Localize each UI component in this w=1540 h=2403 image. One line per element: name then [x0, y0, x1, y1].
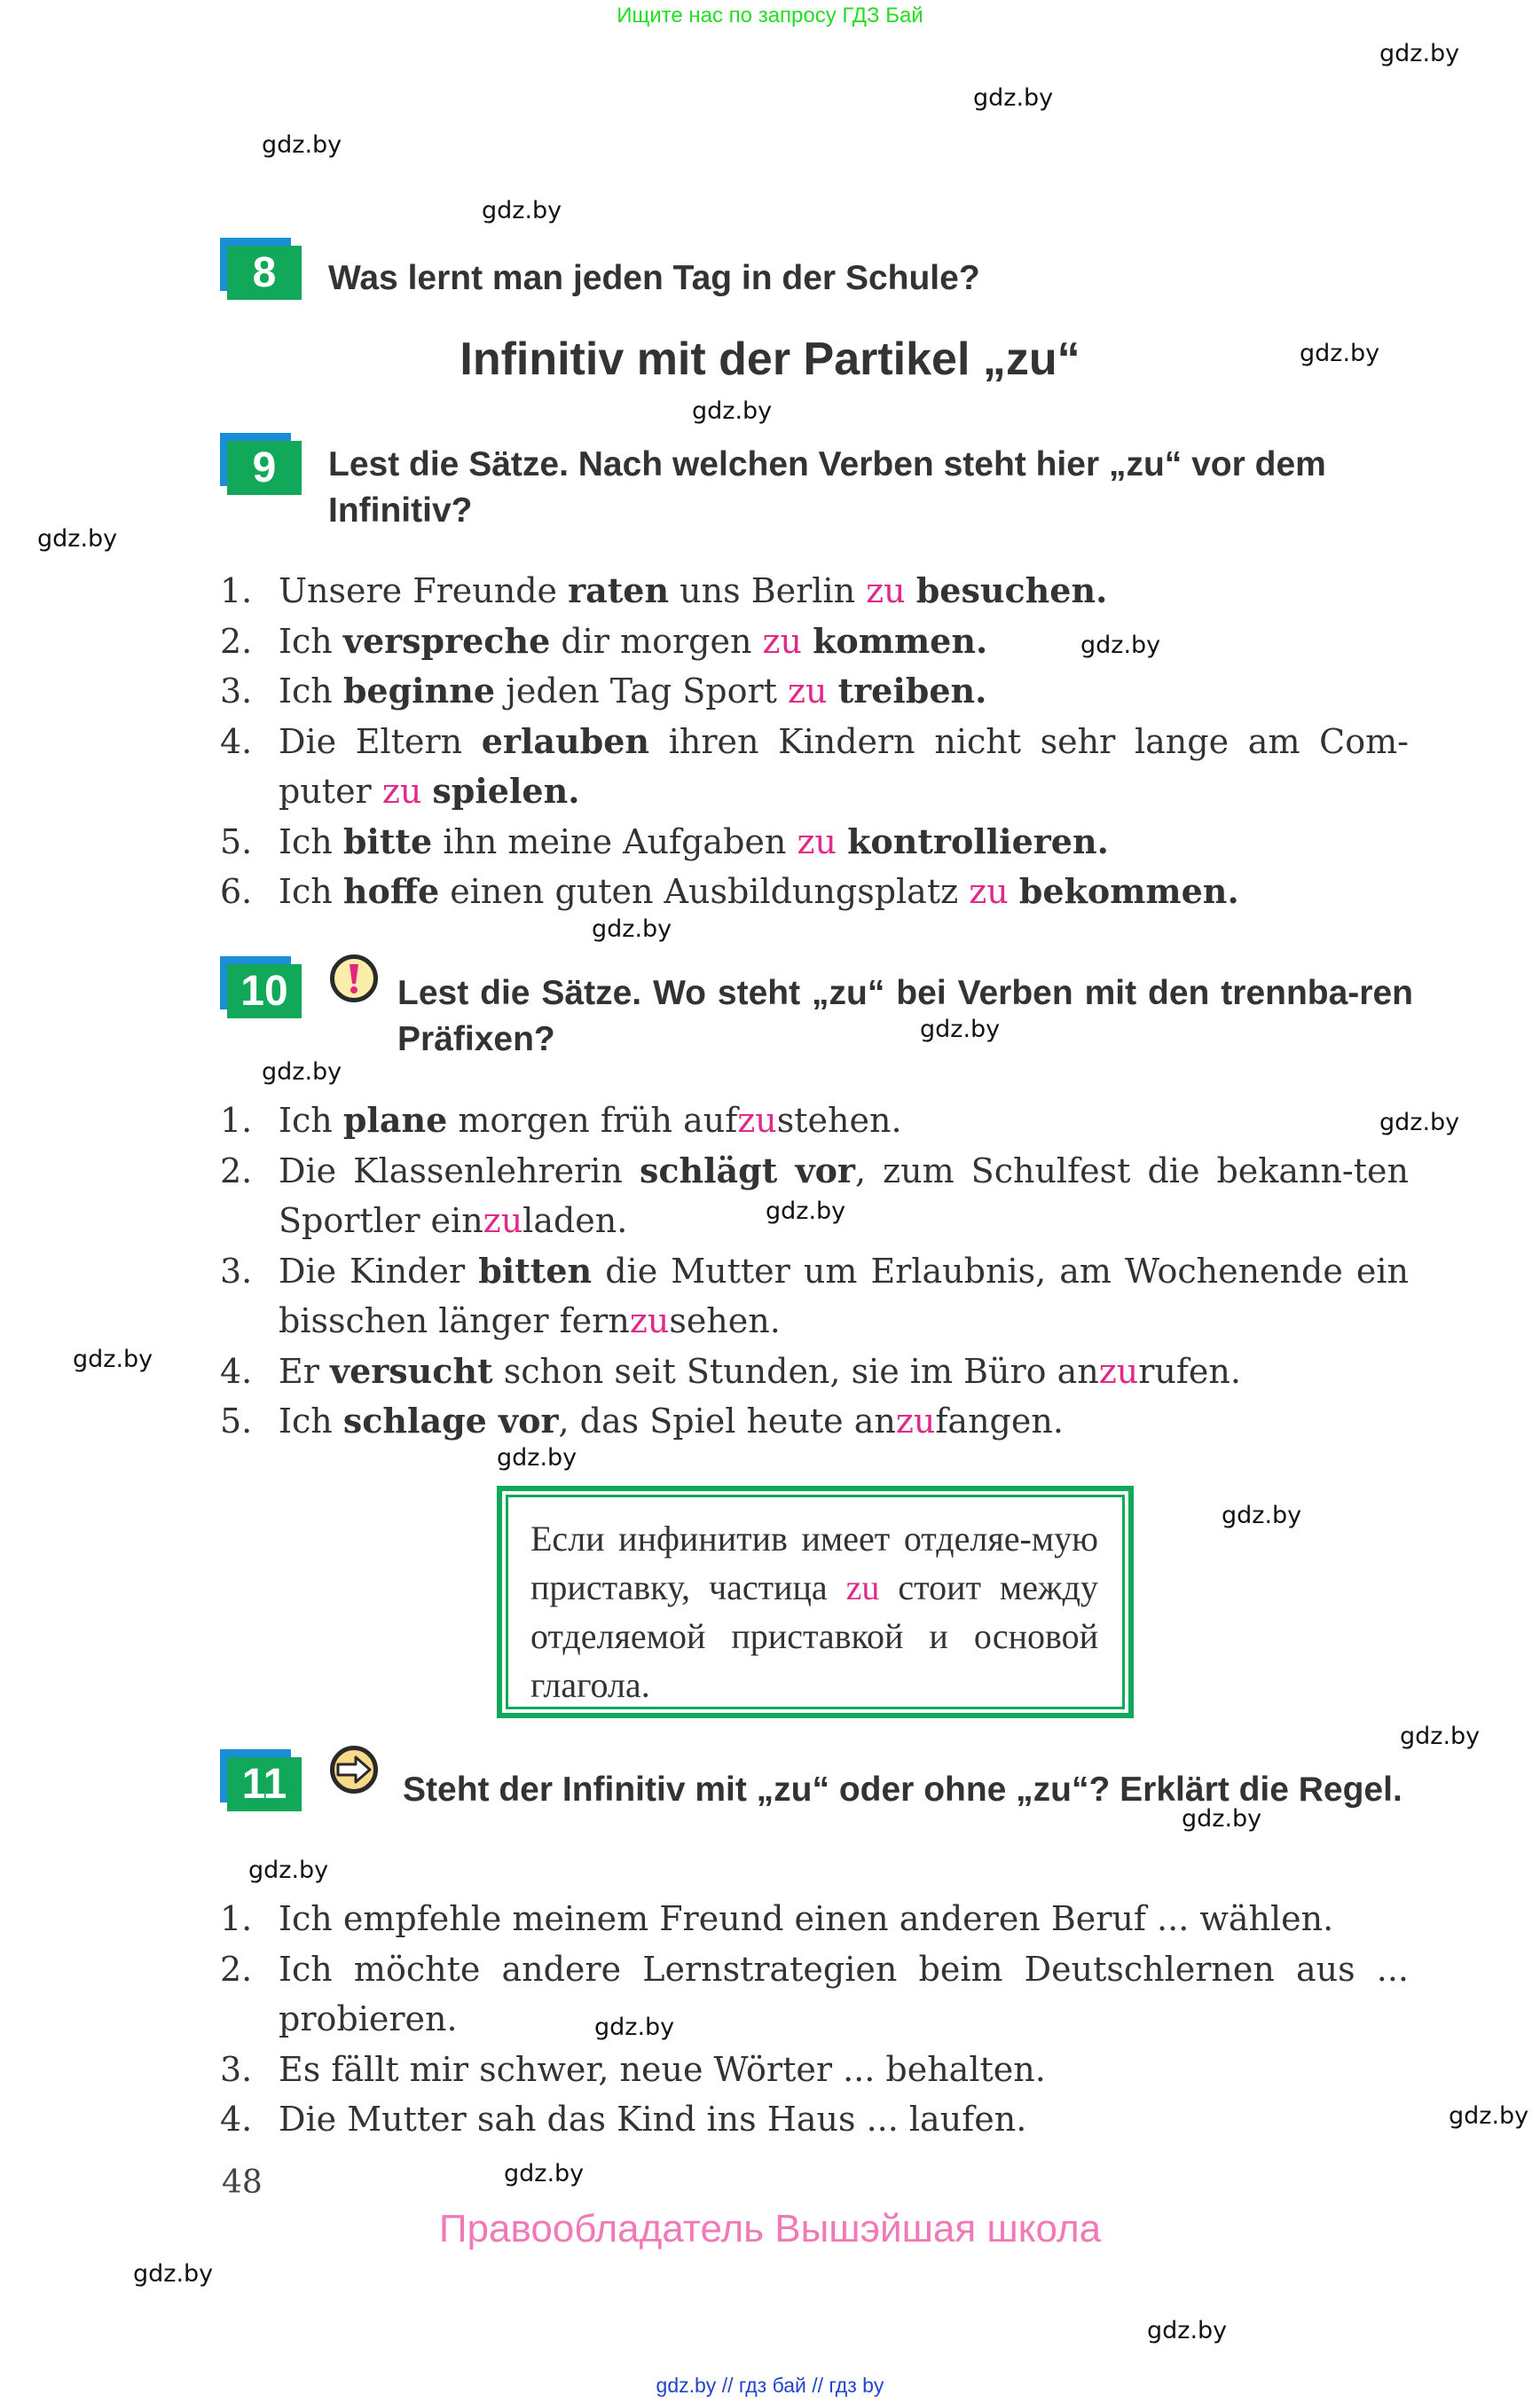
text-fragment: sehen.	[669, 1301, 781, 1340]
particle-zu: zu	[895, 1402, 936, 1441]
exercise-9-list	[220, 566, 1409, 917]
list-item	[220, 867, 1409, 917]
particle-zu: zu	[969, 872, 1009, 911]
text-fragment: schon seit Stunden, sie im Büro an	[492, 1351, 1099, 1391]
item-number: 3.	[220, 671, 253, 711]
item-number: 5.	[220, 1402, 253, 1441]
exercise-number: 8	[227, 246, 302, 300]
particle-zu: zu	[845, 1567, 880, 1607]
list-item	[220, 616, 1409, 667]
verb-bold: plane	[342, 1100, 448, 1140]
item-number: 3.	[220, 1251, 253, 1291]
particle-zu: zu	[787, 671, 828, 711]
watermark: gdz.by	[1080, 632, 1161, 659]
watermark: gdz.by	[37, 525, 118, 553]
item-number: 2.	[220, 621, 253, 661]
list-item	[220, 1396, 1409, 1447]
watermark: gdz.by	[262, 1058, 342, 1086]
text-fragment: jeden Tag Sport	[495, 671, 788, 711]
item-number: 1.	[220, 1899, 253, 1938]
text-fragment	[802, 622, 813, 661]
particle-zu: zu	[1098, 1351, 1139, 1391]
text-fragment: Если инфинитив имеет отделяе-мую приставку, частица	[530, 1519, 1098, 1607]
text-fragment: einen guten Ausbildungsplatz	[439, 872, 970, 911]
text-fragment	[827, 671, 837, 711]
verb-bold: schlägt vor	[639, 1150, 855, 1190]
verb-bold: bitten	[478, 1250, 593, 1291]
text-fragment	[1009, 872, 1019, 911]
text-fragment: Ich	[279, 1101, 343, 1140]
footer-links[interactable]: gdz.by // гдз бай // гдз by	[656, 2374, 884, 2397]
exercise-number: 10	[227, 964, 302, 1018]
particle-zu: zu	[629, 1301, 670, 1340]
section-title: Infinitiv mit der Partikel „zu“	[460, 334, 1080, 385]
list-item	[220, 1095, 1409, 1146]
list-item	[220, 1894, 1409, 1944]
text-fragment: die Mutter um Erlaubnis, am Wochenende ein bisschen länger fern	[279, 1251, 1409, 1340]
text-fragment	[906, 571, 916, 610]
text-fragment: Ich	[279, 821, 343, 861]
text-fragment: stehen.	[776, 1101, 902, 1140]
text-fragment: Ich	[279, 1402, 343, 1441]
text-fragment: Die Eltern	[279, 721, 482, 761]
exercise-11-list	[220, 1894, 1409, 2145]
watermark: gdz.by	[766, 1198, 846, 1225]
text-fragment: Die Mutter sah das Kind ins Haus ... laufen.	[279, 2100, 1027, 2139]
exercise-9-instruction: Lest die Sätze. Nach welchen Verben steht hier „zu“ vor dem Infinitiv?	[328, 445, 1326, 530]
text-fragment	[837, 822, 847, 861]
search-banner: Ищите нас по запросу ГДЗ Бай	[617, 4, 923, 27]
exercise-8-instruction: Was lernt man jeden Tag in der Schule?	[328, 259, 980, 297]
particle-zu: zu	[737, 1101, 777, 1140]
exercise-number: 9	[227, 441, 302, 495]
verb-bold: bitte	[342, 821, 433, 861]
watermark: gdz.by	[1379, 40, 1460, 67]
text-fragment: , das Spiel heute an	[558, 1402, 896, 1441]
watermark: gdz.by	[1379, 1109, 1460, 1136]
item-number: 1.	[220, 1101, 253, 1140]
text-fragment: uns Berlin	[669, 571, 867, 610]
text-fragment: ihn meine Aufgaben	[432, 821, 798, 861]
list-item	[220, 666, 1409, 717]
text-fragment: Die Klassenlehrerin	[279, 1150, 640, 1190]
verb-bold: treiben.	[837, 671, 987, 711]
verb-bold: erlauben	[481, 720, 650, 761]
particle-zu: zu	[483, 1201, 523, 1240]
text-fragment: , zum Schulfest die bekann-ten Sportler ein	[279, 1150, 1409, 1240]
list-item	[220, 717, 1409, 817]
text-fragment: Ich	[279, 671, 343, 711]
list-item	[220, 1246, 1409, 1347]
arrow-right-icon	[330, 1746, 378, 1794]
watermark: gdz.by	[1449, 2102, 1529, 2130]
text-fragment: Ich möchte andere Lernstrategien beim Deutschlernen aus ... probieren.	[279, 1949, 1409, 2038]
watermark: gdz.by	[594, 2014, 675, 2041]
exercise-10-list	[220, 1095, 1409, 1447]
text-fragment: стоит между отделяемой приставкой и основой глагола.	[530, 1567, 1098, 1705]
exercise-10-instruction: Lest die Sätze. Wo steht „zu“ bei Verben mit den trennba-ren Präfixen?	[397, 974, 1413, 1058]
text-fragment: morgen früh auf	[447, 1101, 738, 1140]
text-fragment: Die Kinder	[279, 1251, 479, 1291]
text-fragment: Er	[279, 1351, 330, 1391]
watermark: gdz.by	[1300, 340, 1380, 367]
watermark: gdz.by	[73, 1346, 153, 1373]
item-number: 5.	[220, 821, 253, 861]
item-number: 2.	[220, 1150, 253, 1190]
watermark: gdz.by	[1400, 1723, 1481, 1750]
exercise-9-badge	[220, 433, 302, 495]
watermark: gdz.by	[592, 915, 672, 943]
list-item	[220, 817, 1409, 868]
list-item	[220, 1347, 1409, 1397]
list-item	[220, 566, 1409, 616]
verb-bold: raten	[568, 570, 670, 610]
watermark: gdz.by	[1182, 1805, 1262, 1833]
verb-bold: beginne	[342, 671, 496, 711]
text-fragment: fangen.	[935, 1402, 1064, 1441]
page-number: 48	[222, 2164, 263, 2201]
item-number: 4.	[220, 721, 253, 761]
text-fragment: Unsere Freunde	[279, 571, 569, 610]
item-number: 1.	[220, 571, 253, 610]
verb-bold: hoffe	[342, 871, 440, 911]
watermark: gdz.by	[248, 1857, 329, 1884]
text-fragment	[421, 772, 432, 811]
item-number: 3.	[220, 2049, 253, 2089]
watermark: gdz.by	[920, 1016, 1001, 1043]
text-fragment: Ich empfehle meinem Freund einen anderen Beruf ... wählen.	[279, 1899, 1334, 1938]
watermark: gdz.by	[504, 2160, 585, 2187]
exclamation-icon	[330, 954, 378, 1002]
text-fragment: ihren Kindern nicht sehr lange am Com-puter	[279, 721, 1409, 811]
exercise-number: 11	[227, 1757, 302, 1811]
text-fragment: rufen.	[1138, 1351, 1241, 1391]
verb-bold: kommen.	[813, 620, 988, 661]
exercise-11-instruction: Steht der Infinitiv mit „zu“ oder ohne „zu“? Erklärt die Regel.	[403, 1771, 1402, 1809]
list-item	[220, 2045, 1409, 2095]
verb-bold: schlage vor	[342, 1401, 559, 1441]
text-fragment: laden.	[522, 1201, 628, 1240]
exercise-8-badge	[220, 238, 302, 300]
verb-bold: kontrollieren.	[847, 821, 1109, 861]
rule-text	[530, 1514, 1098, 1709]
watermark: gdz.by	[692, 397, 773, 425]
text-fragment: Ich	[279, 621, 343, 661]
particle-zu: zu	[381, 772, 422, 811]
verb-bold: versucht	[329, 1350, 493, 1391]
verb-bold: besuchen.	[915, 570, 1108, 610]
text-fragment: Ich	[279, 872, 343, 911]
item-number: 6.	[220, 872, 253, 911]
item-number: 4.	[220, 1351, 253, 1391]
verb-bold: spielen.	[432, 771, 580, 811]
watermark: gdz.by	[133, 2260, 214, 2288]
watermark: gdz.by	[497, 1444, 578, 1472]
watermark: gdz.by	[973, 84, 1054, 112]
list-item	[220, 1944, 1409, 2045]
particle-zu: zu	[797, 821, 837, 861]
watermark: gdz.by	[262, 131, 342, 159]
text-fragment: Es fällt mir schwer, neue Wörter ... behalten.	[279, 2049, 1046, 2089]
verb-bold: verspreche	[342, 620, 551, 661]
list-item	[220, 1146, 1409, 1246]
list-item	[220, 2094, 1409, 2145]
rule-box	[497, 1486, 1134, 1718]
item-number: 2.	[220, 1949, 253, 1989]
verb-bold: bekommen.	[1018, 871, 1239, 911]
watermark: gdz.by	[482, 197, 562, 224]
exercise-11-badge	[220, 1749, 302, 1811]
exercise-10-badge	[220, 956, 302, 1018]
copyright-notice: Правообладатель Вышэйшая школа	[438, 2207, 1102, 2250]
watermark: gdz.by	[1147, 2317, 1228, 2344]
item-number: 4.	[220, 2100, 253, 2139]
watermark: gdz.by	[1222, 1502, 1302, 1529]
particle-zu: zu	[762, 621, 802, 661]
text-fragment: dir morgen	[550, 621, 763, 661]
particle-zu: zu	[866, 571, 906, 610]
